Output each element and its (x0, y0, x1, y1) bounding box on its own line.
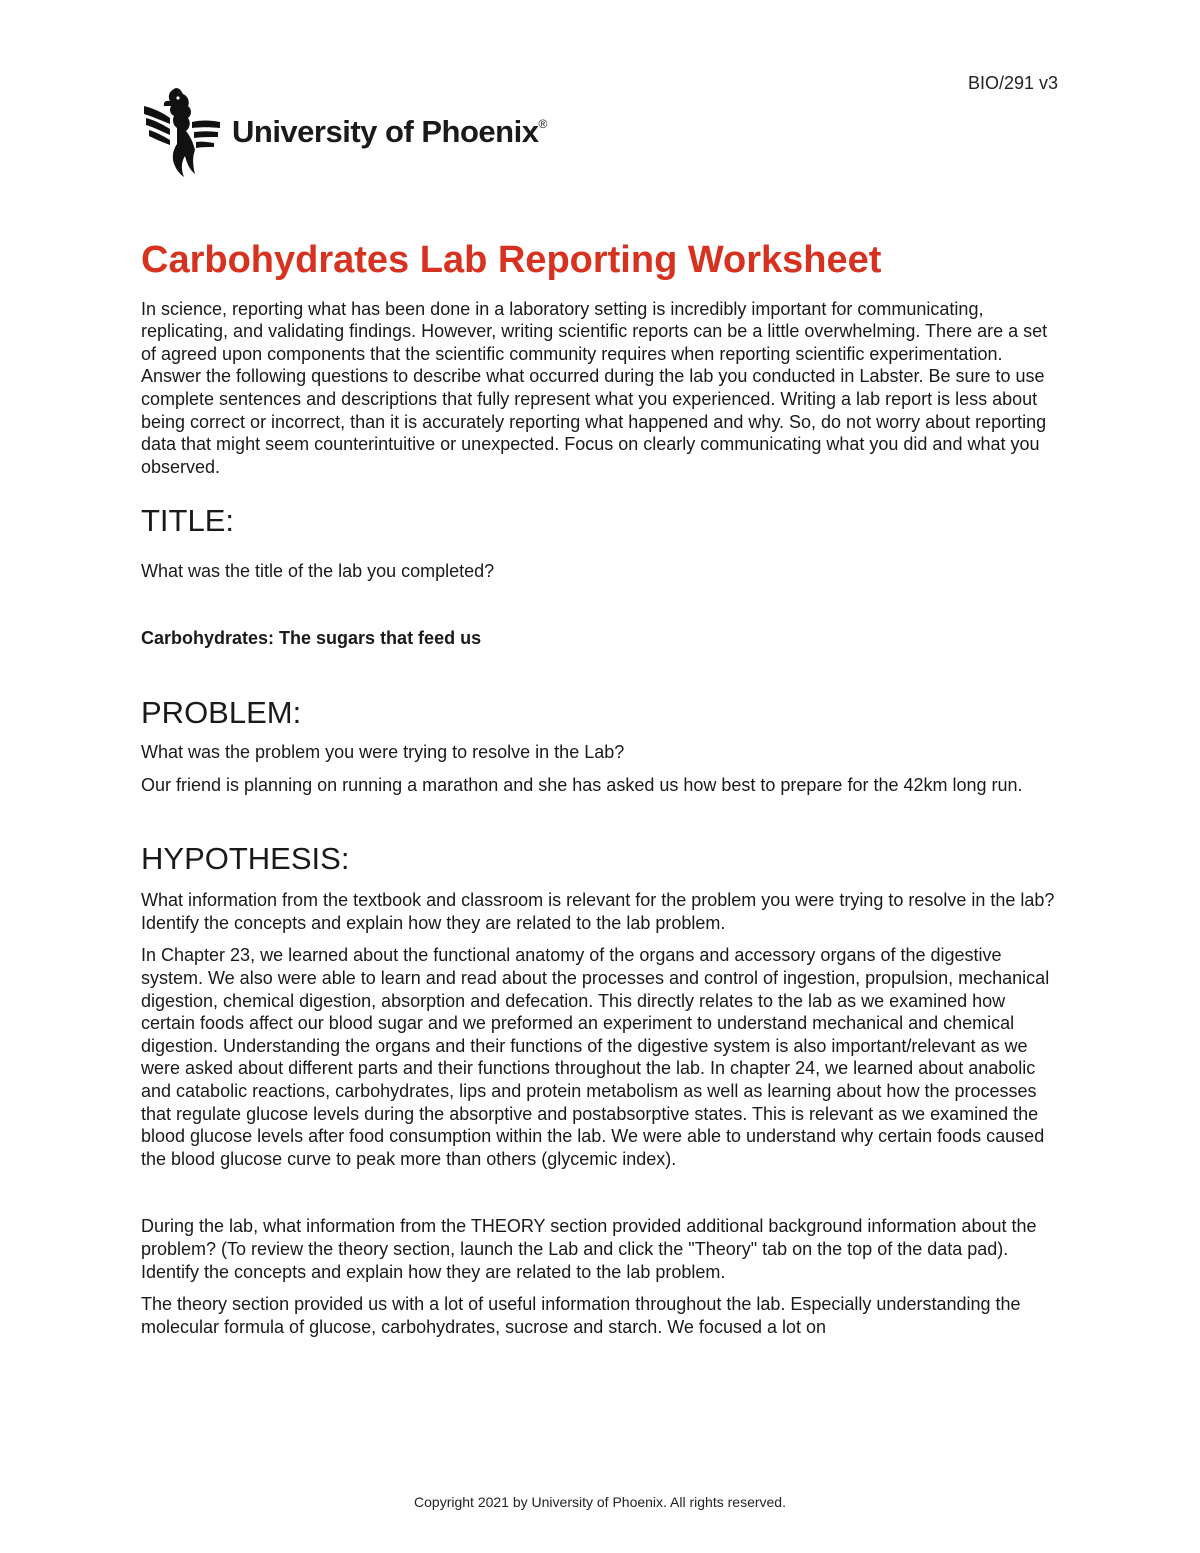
problem-question: What was the problem you were trying to resolve in the Lab? (141, 741, 625, 762)
intro-paragraph: In science, reporting what has been done in a laboratory setting is incredibly important for communicating, replicating, and validating findings. However, writing scientific reports can be a little overwhelming. There are a set of agreed upon components that the scientific community requires when reporting scientific experimentation. Answer the following questions to describe what occurred during the lab you conducted in Labster. Be sure to use complete sentences and descriptions that fully represent what you experienced. Writing a lab report is less about being correct or incorrect, than it is accurately reporting what happened and why. So, do not worry about reporting data that might seem counterintuitive or unexpected. Focus on clearly communicating what you did and what you observed. (141, 298, 1048, 477)
title-heading: TITLE: (141, 503, 235, 539)
hypothesis-answer-1: In Chapter 23, we learned about the functional anatomy of the organs and accessory organs of the digestive system. We also were able to learn and read about the processes and control of ingestion, propulsion, mechanical digestion, chemical digestion, absorption and defecation. This directly relates to the lab as we examined how certain foods affect our blood sugar and we preformed an experiment to understand mechanical and chemical digestion. Understanding the organs and their functions of the digestive system is also important/relevant as we were asked about different parts and their functions throughout the lab. In chapter 24, we learned about anabolic and catabolic reactions, carbohydrates, lips and protein metabolism as well as learning about how the processes that regulate glucose levels during the absorptive and postabsorptive states. This is relevant as we examined the blood glucose levels after food consumption within the lab. We were able to understand why certain foods caused the blood glucose curve to peak more than others (glycemic index). (141, 945, 1050, 1169)
course-code: BIO/291 v3 (967, 73, 1058, 93)
logo-wordmark: University of Phoenix® (232, 114, 547, 149)
hypothesis-heading: HYPOTHESIS: (141, 841, 350, 877)
hypothesis-answer-2: The theory section provided us with a lot of useful information throughout the lab. Especially understanding the molecular formula of glucose, carbohydrates, sucrose and starch. We focused a lot on (141, 1294, 1021, 1337)
title-question: What was the title of the lab you completed? (141, 560, 495, 581)
university-logo (140, 84, 547, 180)
hypothesis-question-1: What information from the textbook and classroom is relevant for the problem you were trying to resolve in the lab? Identify the concepts and explain how they are related to the lab problem. (141, 890, 1055, 933)
phoenix-icon (140, 84, 222, 180)
problem-answer: Our friend is planning on running a marathon and she has asked us how best to prepare for the 42km long run. (141, 774, 1023, 795)
registered-mark: ® (538, 117, 547, 131)
document-title: Carbohydrates Lab Reporting Worksheet (141, 239, 882, 281)
problem-heading: PROBLEM: (141, 694, 302, 730)
title-answer: Carbohydrates: The sugars that feed us (141, 628, 482, 649)
hypothesis-question-2: During the lab, what information from the THEORY section provided additional background information about the problem? (To review the theory section, launch the Lab and click the "Theory" tab on the top of the data pad). Identify the concepts and explain how they are related to the lab problem. (141, 1216, 1037, 1282)
copyright-footer: Copyright 2021 by University of Phoenix. All rights reserved. (414, 1494, 786, 1510)
document-body (141, 238, 1061, 1338)
